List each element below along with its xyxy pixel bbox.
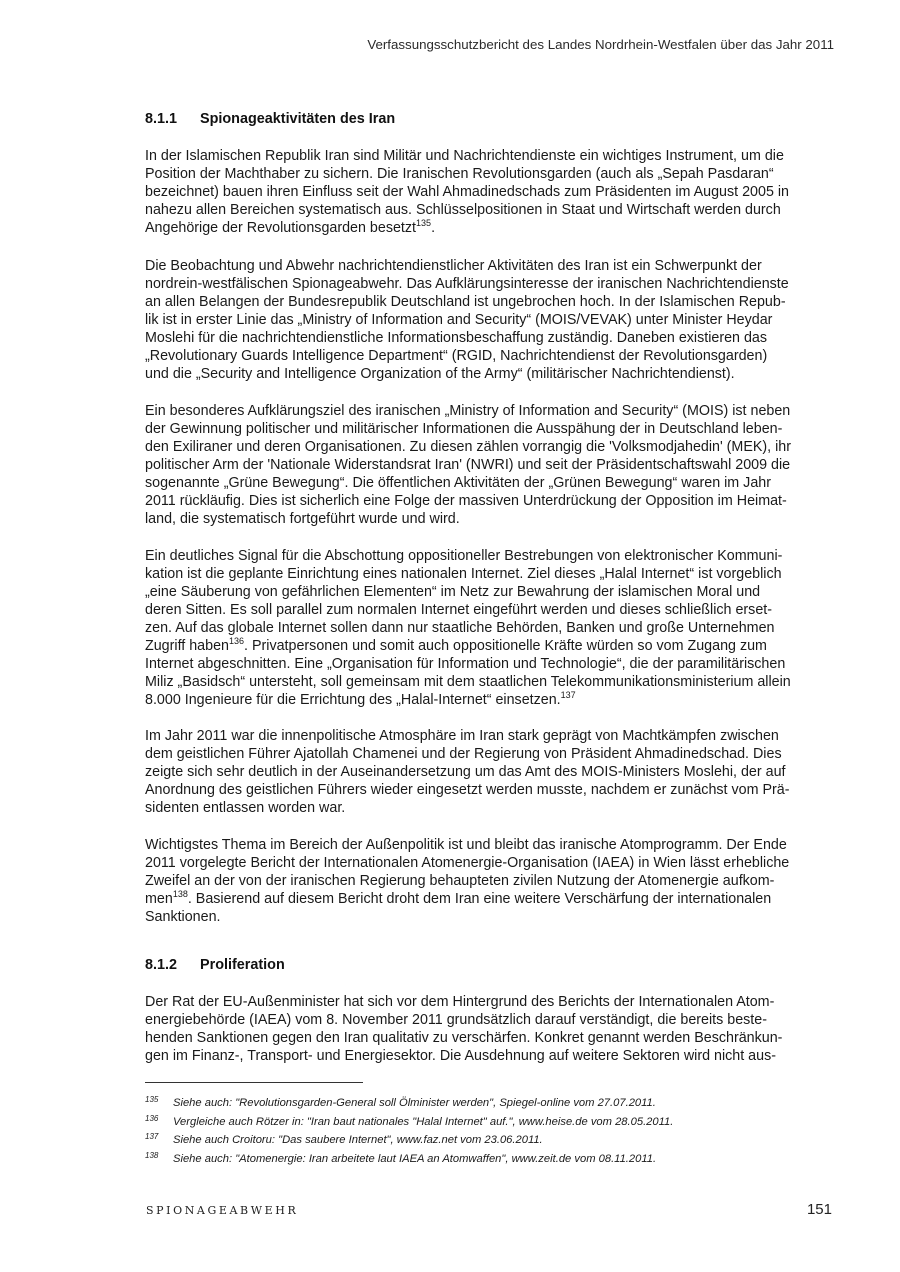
text-line: dem geistlichen Führer Ajatollah Chamenei und der Regierung von Präsident Ahmadinedschad. Dies — [145, 746, 782, 762]
text-fragment: . Basierend auf diesem Bericht droht dem Iran eine weitere Verschärfung der internationalen — [187, 891, 772, 907]
paragraph-5 — [145, 727, 835, 817]
text-line: Ein deutliches Signal für die Abschottung oppositioneller Bestrebungen von elektronischer Kommuni- — [145, 548, 783, 564]
text-line: Internet abgeschnitten. Eine „Organisation für Information und Technologie“, die der paramilitärischen — [145, 656, 786, 672]
text-line: sidenten entlassen worden war. — [145, 800, 346, 816]
text-line — [145, 691, 835, 709]
text-line: den Exiliraner und deren Organisationen. Zu diesen zählen vorrangig die 'Volksmodjahedin' (MEK), ihr — [145, 439, 792, 455]
text-line: deren Sitten. Es soll parallel zum normalen Internet eingeführt werden und dieses schließlich erset- — [145, 602, 773, 618]
page-number: 151 — [806, 1201, 832, 1218]
text-line: und die „Security and Intelligence Organization of the Army“ (militärischer Nachrichtendienst). — [145, 366, 735, 382]
text-line — [145, 219, 835, 237]
text-fragment: men — [145, 891, 173, 907]
text-line: henden Sanktionen gegen den Iran qualitativ zu verschärfen. Konkret genannt werden Beschränkun- — [145, 1030, 783, 1046]
footnote-ref-136[interactable]: 136 — [229, 636, 245, 646]
text-line: an allen Belangen der Bundesrepublik Deutschland ist ungebrochen hoch. In der Islamischen Repub- — [145, 294, 786, 310]
text-line: Sanktionen. — [145, 909, 221, 925]
text-line: Zweifel an der von der iranischen Regierung behaupteten zivilen Nutzung der Atomenergie aufkom- — [145, 873, 775, 889]
footnote-135 — [145, 1095, 656, 1109]
text-line — [145, 890, 835, 908]
footnote-text: Siehe auch Croitoru: "Das saubere Internet", www.faz.net vom 23.06.2011. — [173, 1134, 543, 1146]
text-fragment: . — [431, 220, 436, 236]
paragraph-7 — [145, 993, 835, 1065]
text-line: land, die systematisch fortgeführt wurde und wird. — [145, 511, 460, 527]
footnote-ref-135[interactable]: 135 — [416, 218, 432, 228]
footnote-137 — [145, 1132, 543, 1146]
text-line: Miliz „Basidsch“ untersteht, soll gemeinsam mit dem staatlichen Telekommunikationsministerium allein — [145, 674, 791, 690]
paragraph-4 — [145, 547, 835, 709]
text-line: nordrein-westfälischen Spionageabwehr. Das Aufklärungsinteresse der iranischen Nachrichtendienste — [145, 276, 789, 292]
text-fragment: Zugriff haben — [145, 638, 229, 654]
text-line: der Gewinnung politischer und militärischer Informationen die Ausspähung der in Deutschland leben- — [145, 421, 783, 437]
footnote-text: Vergleiche auch Rötzer in: "Iran baut nationales "Halal Internet" auf.", www.heise.de vom 28.05.2011. — [173, 1116, 674, 1128]
footnote-text: Siehe auch: "Revolutionsgarden-General soll Ölminister werden", Spiegel-online vom 27.07.2011. — [173, 1097, 656, 1109]
text-fragment: . Privatpersonen und somit auch oppositionelle Kräfte würden so vom Zugang zum — [244, 638, 767, 654]
text-line: Ein besonderes Aufklärungsziel des iranischen „Ministry of Information and Security“ (MOIS) ist neben — [145, 403, 791, 419]
footnote-text: Siehe auch: "Atomenergie: Iran arbeitete laut IAEA an Atomwaffen", www.zeit.de vom 08.11.2011. — [173, 1153, 657, 1165]
text-line: Moslehi für die nachrichtendienstliche Informationsbeschaffung zuständig. Daneben existieren das — [145, 330, 768, 346]
text-line: Anordnung des geistlichen Führers wieder eingesetzt werden musste, nachdem er zunächst vom Prä- — [145, 782, 790, 798]
text-line: sogenannte „Grüne Bewegung“. Die öffentlichen Aktivitäten der „Grünen Bewegung“ waren im Jahr — [145, 475, 771, 491]
text-line: „eine Säuberung von gefährlichen Elementen“ im Netz zur Bewahrung der islamischen Moral und — [145, 584, 761, 600]
footnote-number: 137 — [145, 1132, 159, 1141]
text-line: 2011 vorgelegte Bericht der Internationalen Atomenergie-Organisation (IAEA) in Wien lässt erhebliche — [145, 855, 790, 871]
footnote-number: 135 — [145, 1095, 159, 1104]
text-line: nahezu allen Bereichen systematisch aus. Schlüsselpositionen in Staat und Wirtschaft werden durch — [145, 202, 781, 218]
footnote-ref-137[interactable]: 137 — [560, 690, 576, 700]
text-line: lik ist in erster Linie das „Ministry of Information and Security“ (MOIS/VEVAK) unter Minister Heydar — [145, 312, 773, 328]
text-line: Im Jahr 2011 war die innenpolitische Atmosphäre im Iran stark geprägt von Machtkämpfen zwischen — [145, 728, 779, 744]
text-line: kation ist die geplante Einrichtung eines nationalen Internet. Ziel dieses „Halal Internet“ ist vorgeblich — [145, 566, 782, 582]
text-line: Die Beobachtung und Abwehr nachrichtendienstlicher Aktivitäten des Iran ist ein Schwerpunkt der — [145, 258, 762, 274]
text-line: gen im Finanz-, Transport- und Energiesektor. Die Ausdehnung auf weitere Sektoren wird nicht aus- — [145, 1048, 776, 1064]
footnote-number: 136 — [145, 1114, 159, 1123]
paragraph-3 — [145, 402, 835, 528]
running-header: Verfassungsschutzbericht des Landes Nordrhein-Westfalen über das Jahr 2011 — [367, 37, 834, 52]
paragraph-2 — [145, 257, 835, 383]
section-number: 8.1.1 — [145, 111, 178, 127]
footnote-number: 138 — [145, 1151, 159, 1160]
text-line: „Revolutionary Guards Intelligence Department“ (RGID, Nachrichtendienst der Revolutionsgarden) — [145, 348, 768, 364]
text-fragment: Angehörige der Revolutionsgarden besetzt — [145, 220, 417, 236]
paragraph-6 — [145, 836, 835, 926]
section-number: 8.1.2 — [145, 957, 178, 973]
text-line: Wichtigstes Thema im Bereich der Außenpolitik ist und bleibt das iranische Atomprogramm. Der Ende — [145, 837, 787, 853]
footnote-ref-138[interactable]: 138 — [172, 889, 188, 899]
footnote-136 — [145, 1114, 673, 1128]
section-title: Proliferation — [200, 957, 285, 973]
section-title: Spionageaktivitäten des Iran — [200, 111, 396, 127]
text-line: bezeichnet) bauen ihren Einfluss seit der Wahl Ahmadinedschads zum Präsidenten im August 2005 in — [145, 184, 790, 200]
text-fragment: 8.000 Ingenieure für die Errichtung des „Halal-Internet“ einsetzen. — [145, 692, 561, 708]
text-line: In der Islamischen Republik Iran sind Militär und Nachrichtendienste ein wichtiges Instrument, um die — [145, 148, 784, 164]
section-heading-8-1-1 — [145, 111, 395, 127]
section-heading-8-1-2 — [145, 957, 285, 973]
footer-section-label: SPIONAGEABWEHR — [146, 1204, 299, 1217]
text-line: Position der Machthaber zu sichern. Die Iranischen Revolutionsgarden (auch als „Sepah Pasdaran“ — [145, 166, 774, 182]
text-line: politischer Arm der 'Nationale Widerstandsrat Iran' (NWRI) und seit der Präsidentschaftswahl 2009 die — [145, 457, 791, 473]
text-line: zeigte sich sehr deutlich in der Auseinandersetzung um das Amt des MOIS-Ministers Moslehi, der auf — [145, 764, 786, 780]
text-line: zen. Auf das globale Internet sollen dann nur staatliche Behörden, Banken und große Unternehmen — [145, 620, 775, 636]
text-line: 2011 rückläufig. Dies ist sicherlich eine Folge der massiven Unterdrückung der Opposition im Heimat- — [145, 493, 787, 509]
footnote-138 — [145, 1151, 656, 1165]
footnote-divider — [145, 1082, 363, 1083]
text-line — [145, 637, 835, 655]
text-line: Der Rat der EU-Außenminister hat sich vor dem Hintergrund des Berichts der Internationalen Atom- — [145, 994, 775, 1010]
paragraph-1 — [145, 147, 835, 237]
text-line: energiebehörde (IAEA) vom 8. November 2011 grundsätzlich darauf verständigt, die bereits beste- — [145, 1012, 767, 1028]
